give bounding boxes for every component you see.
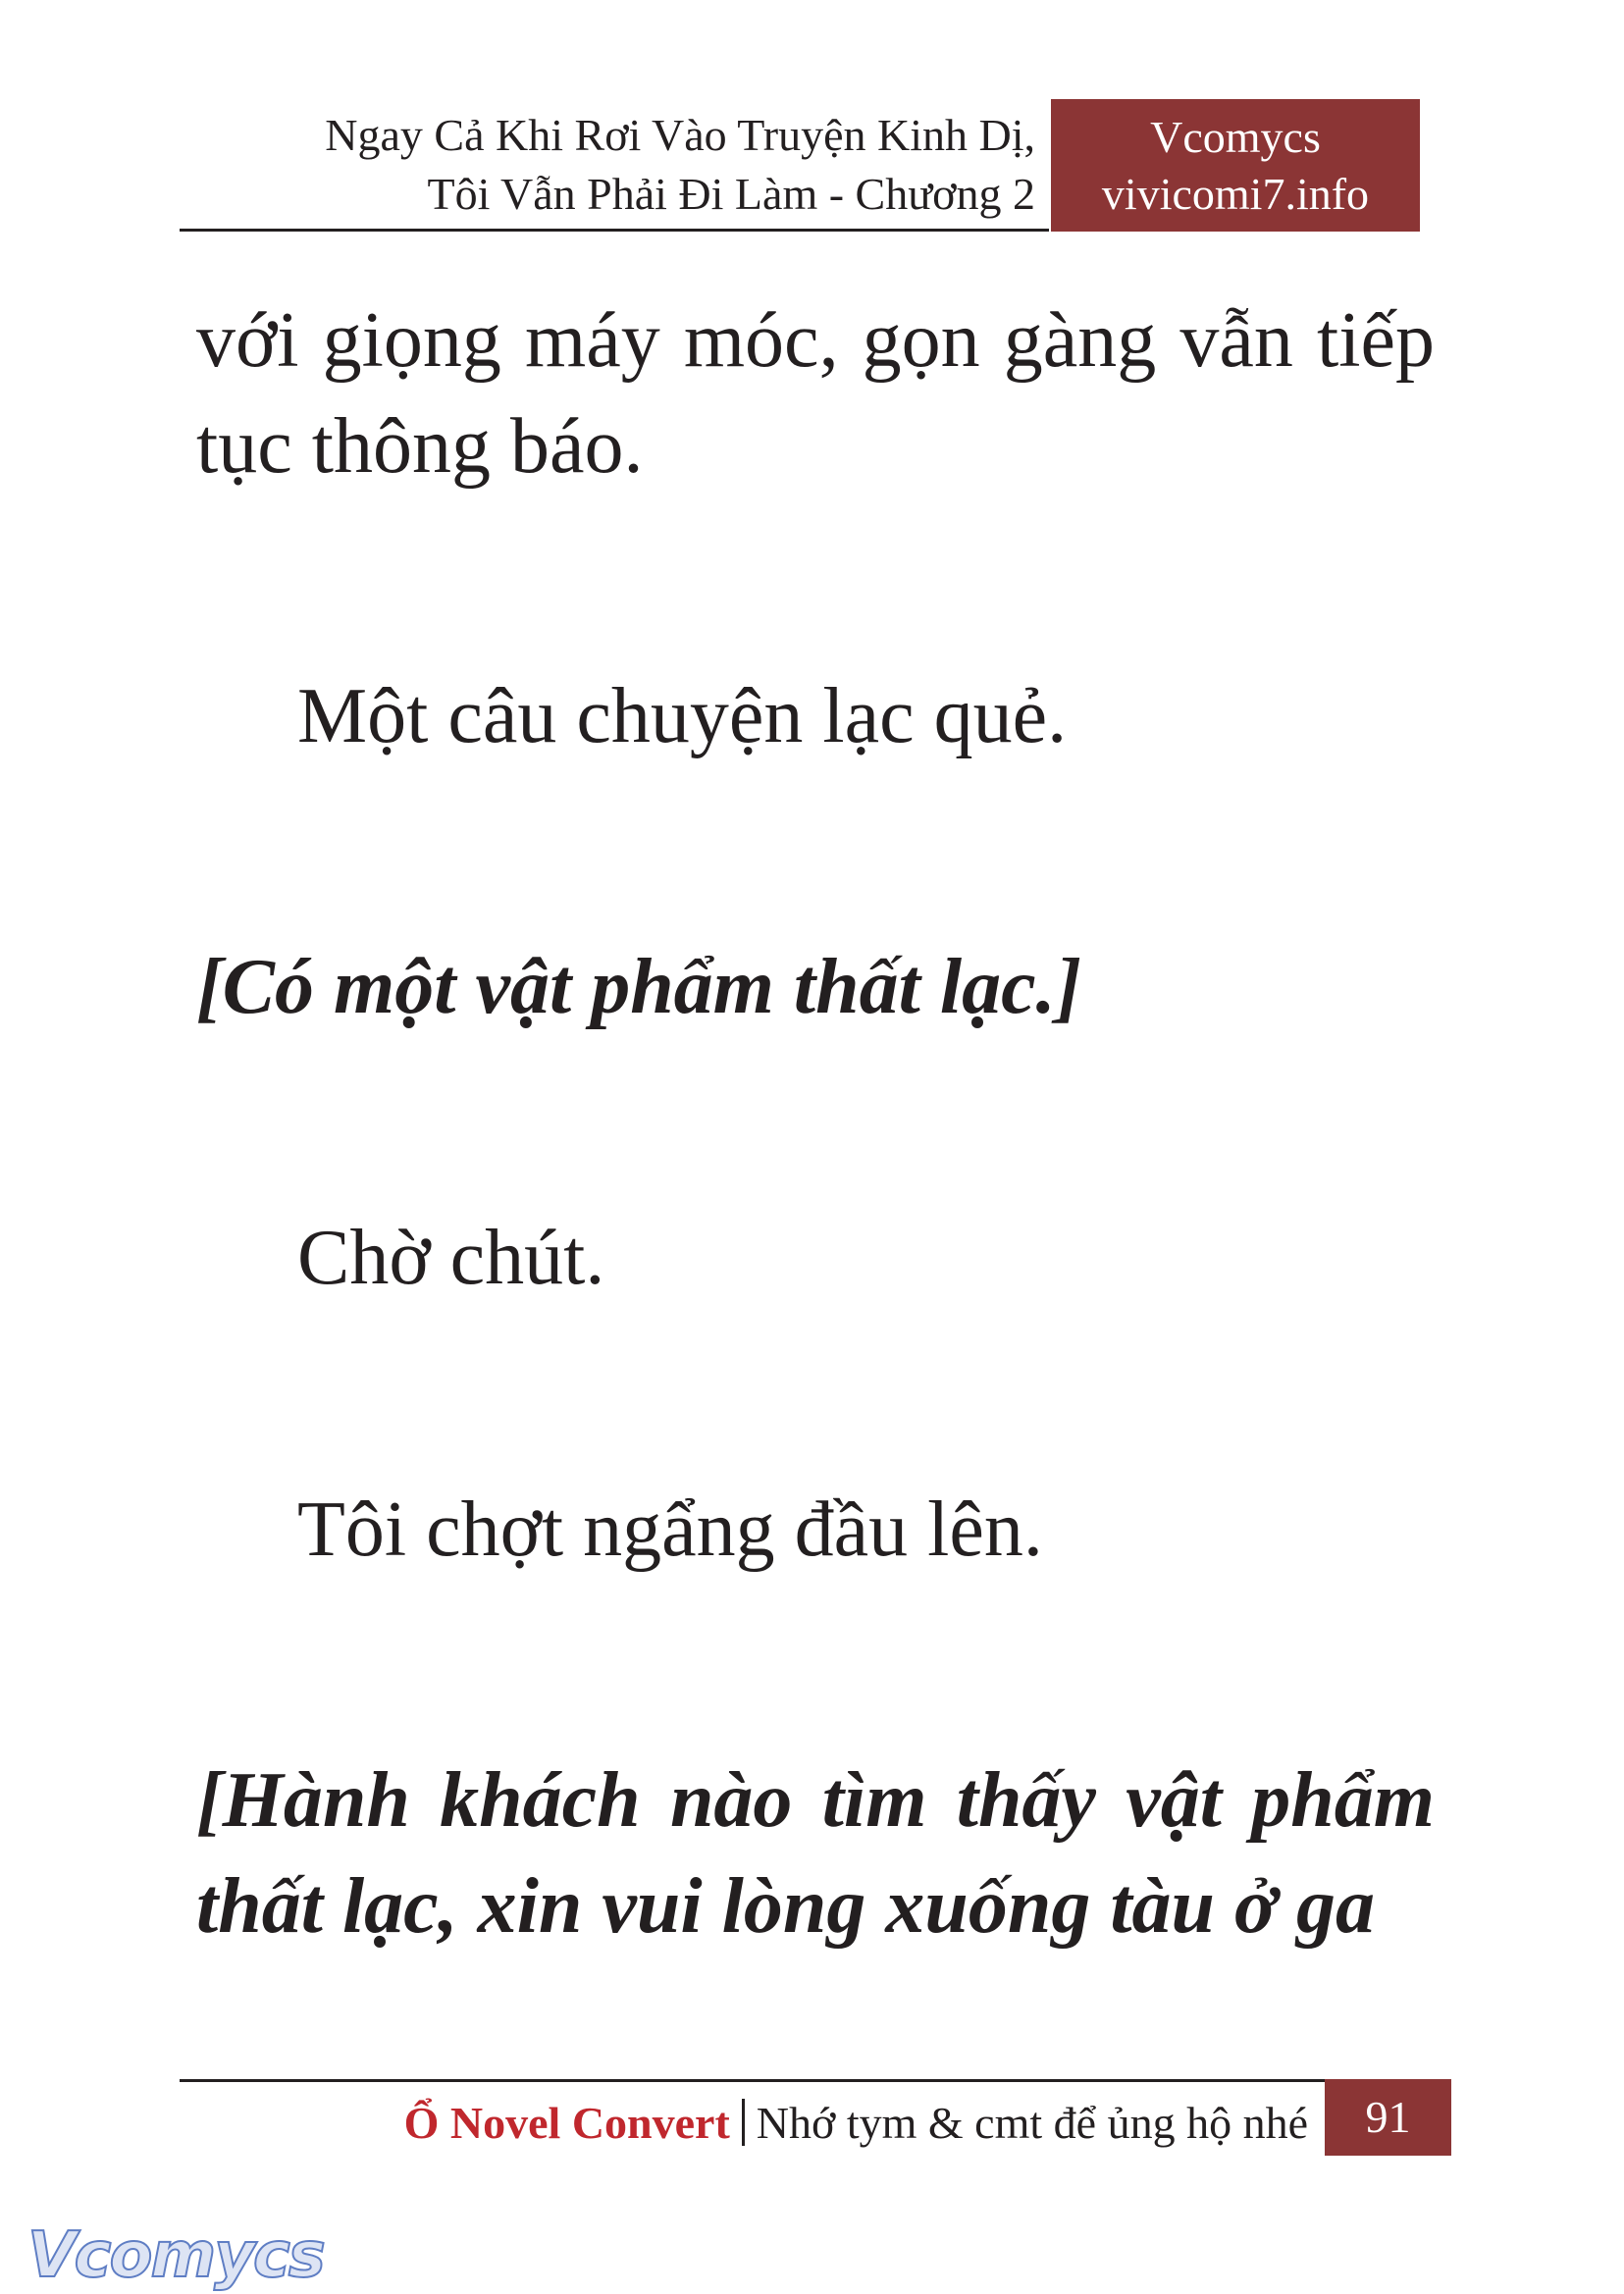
page-number: 91 — [1325, 2079, 1451, 2156]
paragraph-4: Chờ chút. — [297, 1215, 605, 1301]
brand-badge — [1051, 99, 1420, 232]
paragraph-3: [Có một vật phẩm thất lạc.] — [196, 944, 1082, 1030]
paragraph-5: Tôi chợt ngẩng đầu lên. — [297, 1486, 1043, 1573]
book-title-line-2: Tôi Vẫn Phải Đi Làm - Chương 2 — [427, 169, 1035, 219]
footer-credit — [180, 2093, 1308, 2154]
paragraph-6: [Hành khách nào tìm thấy vật phẩm thất lạc, xin vui lòng xuống tàu ở ga — [196, 1757, 1435, 1950]
book-title-line-1: Ngay Cả Khi Rơi Vào Truyện Kinh Dị, — [325, 110, 1035, 160]
footer-separator — [742, 2099, 745, 2146]
paragraph-2: Một câu chuyện lạc quẻ. — [297, 673, 1068, 759]
book-title — [147, 106, 1035, 224]
brand-name: Vcomycs — [1150, 112, 1321, 162]
footer-divider — [180, 2079, 1325, 2082]
paragraph-1: với giọng máy móc, gọn gàng vẫn tiếp tục thông báo. — [196, 297, 1435, 490]
footer-brand: Ổ Novel Convert — [403, 2098, 730, 2148]
footer-note: Nhớ tym & cmt để ủng hộ nhé — [756, 2098, 1308, 2148]
header-divider — [180, 229, 1049, 232]
site-name: vivicomi7.info — [1101, 169, 1370, 219]
watermark-logo: Vcomycs — [27, 2219, 324, 2292]
